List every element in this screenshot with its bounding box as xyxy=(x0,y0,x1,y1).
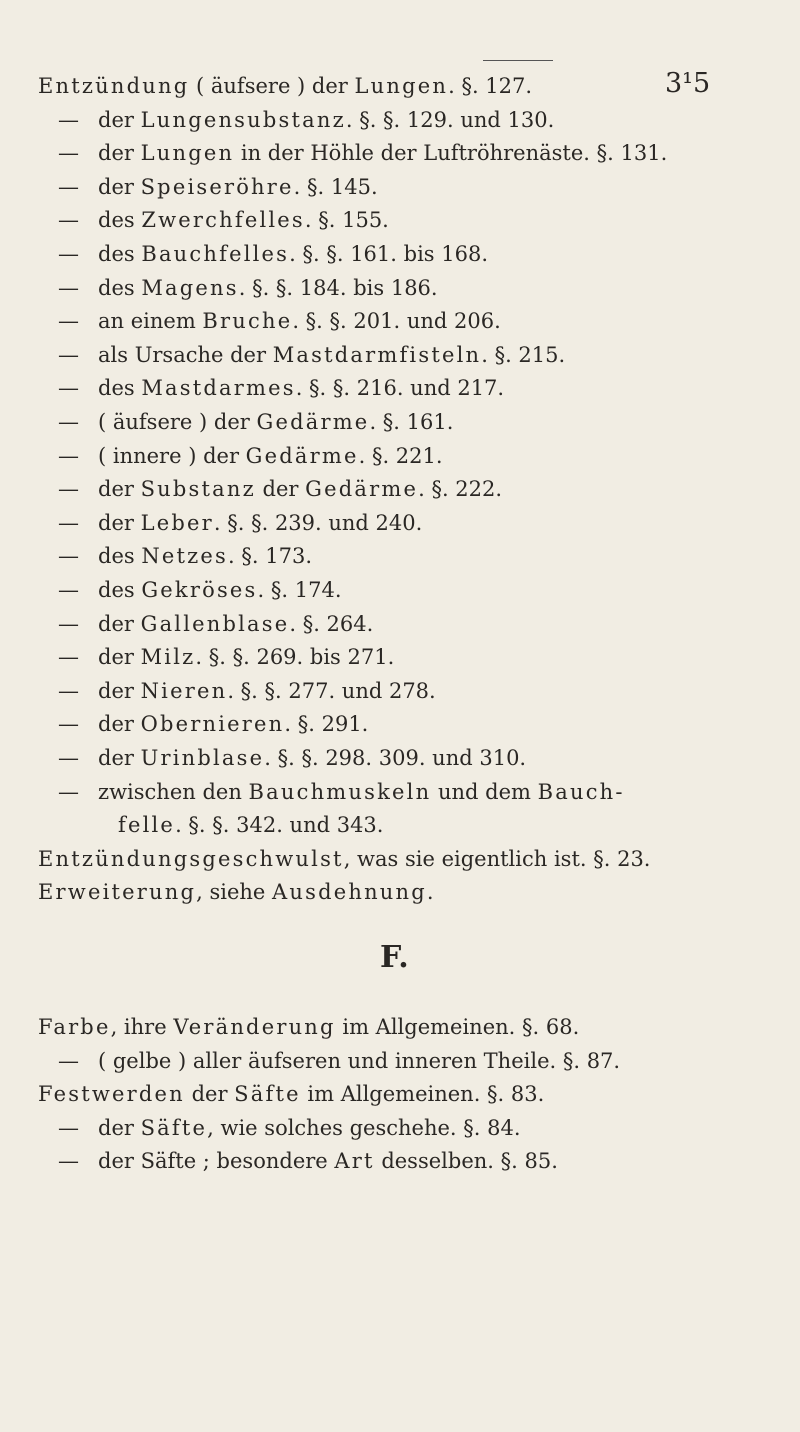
page-number: 3¹5 xyxy=(665,68,711,99)
spaced-term: Säfte xyxy=(140,1115,208,1140)
entry-dash: — xyxy=(58,242,79,266)
entry-text: der xyxy=(98,712,141,737)
entry-dash: — xyxy=(58,174,79,199)
entry-text: . §. 221. xyxy=(358,443,443,468)
entry-text: der xyxy=(98,746,141,770)
entry-text: ( äufsere ) der xyxy=(189,74,355,98)
spaced-term: Gallenblase xyxy=(140,611,290,636)
entry-text: desselben. §. 85. xyxy=(374,1149,558,1173)
entry-text: . §. §. 216. und 217. xyxy=(295,376,505,401)
index-subentry xyxy=(58,206,389,234)
entry-text: des xyxy=(98,275,142,300)
spaced-term: Lungen xyxy=(354,74,449,98)
entry-text: . §. §. 239. und 240. xyxy=(213,510,423,535)
entry-dash: — xyxy=(58,510,79,535)
index-subentry xyxy=(58,106,554,134)
spaced-term: Milz xyxy=(140,645,196,670)
section-letter: F. xyxy=(380,940,409,975)
spaced-term: Speiseröhre xyxy=(140,174,294,199)
index-subentry xyxy=(58,442,443,470)
index-subentry xyxy=(58,307,501,335)
entry-dash: — xyxy=(58,107,79,132)
entry-dash: — xyxy=(58,678,79,703)
entry-dash: — xyxy=(58,275,79,300)
index-subentry xyxy=(58,778,625,806)
entry-text: , siehe xyxy=(196,880,272,905)
entry-dash: — xyxy=(58,477,79,502)
spaced-term: Mastdarmes xyxy=(141,376,296,401)
spaced-term: Veränderung xyxy=(173,1015,336,1039)
spaced-term: Lungensubstanz xyxy=(140,107,346,132)
spaced-term: Substanz xyxy=(140,477,256,502)
entry-text: . §. §. 201. und 206. xyxy=(292,309,501,334)
entry-text: zwischen den xyxy=(98,779,249,804)
entry-text: . §. §. 129. und 130. xyxy=(345,107,555,132)
entry-dash: — xyxy=(58,611,79,636)
entry-dash: — xyxy=(58,208,79,233)
entry-text: des xyxy=(98,208,142,233)
index-subentry xyxy=(58,610,373,638)
entry-text: der xyxy=(98,174,141,199)
entry-text: des xyxy=(98,242,142,266)
entry-dash: — xyxy=(58,376,79,401)
spaced-term: Entzündung xyxy=(38,74,190,98)
entry-text: , wie solches geschehe. §. 84. xyxy=(207,1115,521,1140)
index-subentry xyxy=(58,274,438,302)
index-subentry xyxy=(58,542,312,570)
entry-text: der xyxy=(98,510,141,535)
entry-text: an einem xyxy=(98,309,203,334)
entry-dash: — xyxy=(58,645,79,670)
entry-text: . §. §. 269. bis 271. xyxy=(195,645,395,670)
entry-text: . §. 145. xyxy=(293,174,378,199)
entry-text: . §. 161. xyxy=(369,410,454,434)
entry-text: . §. §. 161. bis 168. xyxy=(289,242,488,266)
spaced-term: Leber xyxy=(140,510,214,535)
index-subentry xyxy=(58,173,378,201)
index-subentry xyxy=(58,408,453,436)
entry-text: . §. §. 277. und 278. xyxy=(227,678,436,703)
spaced-term: Bauchfelles xyxy=(141,242,290,266)
entry-text: des xyxy=(98,376,142,401)
entry-text: ( äufsere ) der xyxy=(98,410,257,434)
entry-dash: — xyxy=(58,779,79,804)
entry-text: der xyxy=(98,678,141,703)
entry-text: der xyxy=(98,611,141,636)
entry-text: im Allgemeinen. §. 68. xyxy=(335,1015,580,1039)
entry-text: . §. 155. xyxy=(304,208,389,233)
spaced-term: Farbe xyxy=(38,1015,111,1039)
spaced-term: felle xyxy=(118,813,176,838)
entry-text: , was sie eigentlich ist. §. 23. xyxy=(343,846,651,871)
entry-dash: — xyxy=(58,1149,79,1173)
entry-dash: — xyxy=(58,712,79,737)
spaced-term: Netzes xyxy=(141,544,229,569)
index-entry xyxy=(38,1013,579,1041)
spaced-term: Festwerden xyxy=(38,1082,185,1106)
entry-text: . §. 291. xyxy=(284,712,369,737)
spaced-term: Gedärme xyxy=(256,410,370,434)
entry-dash: — xyxy=(58,544,79,569)
spaced-term: Ausdehnung xyxy=(272,880,427,905)
spaced-term: Magens xyxy=(141,275,239,300)
index-subentry xyxy=(58,139,667,167)
spaced-term: Erweiterung xyxy=(38,880,197,905)
entry-text: der xyxy=(98,477,141,502)
spaced-term: Zwerchfelles xyxy=(141,208,305,233)
entry-dash: — xyxy=(58,1048,79,1073)
index-subentry xyxy=(118,811,383,839)
entry-text: . §. 174. xyxy=(257,578,342,602)
index-subentry xyxy=(58,643,394,671)
entry-text: . §. §. 298. 309. und 310. xyxy=(264,746,527,770)
spaced-term: Bauch- xyxy=(537,779,625,804)
entry-text: der Säfte ; besondere xyxy=(98,1149,335,1173)
index-subentry xyxy=(58,1114,521,1142)
index-subentry xyxy=(58,744,526,772)
index-subentry xyxy=(58,341,565,369)
index-subentry xyxy=(58,1047,620,1075)
spaced-term: Gekröses xyxy=(141,578,258,602)
entry-text: der xyxy=(255,477,306,502)
index-subentry xyxy=(58,1147,558,1175)
entry-dash: — xyxy=(58,410,79,434)
entry-text: , ihre xyxy=(110,1015,174,1039)
index-subentry xyxy=(58,509,422,537)
spaced-term: Lungen xyxy=(140,141,235,166)
spaced-term: Bruche xyxy=(202,309,293,334)
entry-text: . §. 264. xyxy=(289,611,374,636)
entry-dash: — xyxy=(58,1115,79,1140)
index-entry xyxy=(38,72,532,100)
entry-text: ( gelbe ) aller äufseren und inneren Theile. §. 87. xyxy=(98,1048,621,1073)
index-subentry xyxy=(58,240,488,268)
entry-text: des xyxy=(98,578,142,602)
entry-text: der xyxy=(98,645,141,670)
index-subentry xyxy=(58,475,502,503)
entry-dash: — xyxy=(58,746,79,770)
entry-text: und dem xyxy=(431,779,538,804)
spaced-term: Art xyxy=(334,1149,375,1173)
index-subentry xyxy=(58,576,342,604)
spaced-term: Gedärme xyxy=(245,443,359,468)
entry-text: der xyxy=(98,107,141,132)
index-subentry xyxy=(58,677,436,705)
spaced-term: Entzündungsgeschwulst xyxy=(38,846,344,871)
entry-text: ( innere ) der xyxy=(98,443,246,468)
entry-text: der xyxy=(98,141,141,166)
spaced-term: Bauchmuskeln xyxy=(248,779,432,804)
index-entry xyxy=(38,845,650,873)
spaced-term: Säfte xyxy=(234,1082,301,1106)
spaced-term: Urinblase xyxy=(140,746,265,770)
entry-dash: — xyxy=(58,342,79,367)
index-subentry xyxy=(58,710,368,738)
entry-text: . §. §. 342. und 343. xyxy=(175,813,384,838)
header-rule xyxy=(483,60,553,61)
entry-text: . §. 127. xyxy=(448,74,533,98)
index-entry xyxy=(38,878,434,906)
index-subentry xyxy=(58,374,504,402)
entry-text: . §. 173. xyxy=(228,544,313,569)
entry-text: . xyxy=(426,880,434,905)
entry-dash: — xyxy=(58,443,79,468)
entry-text: des xyxy=(98,544,142,569)
spaced-term: Mastdarmfisteln xyxy=(272,342,482,367)
spaced-term: Nieren xyxy=(140,678,228,703)
entry-text: . §. 215. xyxy=(481,342,566,367)
entry-dash: — xyxy=(58,141,79,166)
entry-text: . §. 222. xyxy=(418,477,503,502)
entry-text: in der Höhle der Luftröhrenäste. §. 131. xyxy=(234,141,668,166)
entry-text: im Allgemeinen. §. 83. xyxy=(300,1082,545,1106)
entry-text: der xyxy=(98,1115,141,1140)
spaced-term: Obernieren xyxy=(140,712,285,737)
entry-dash: — xyxy=(58,578,79,602)
spaced-term: Gedärme xyxy=(305,477,419,502)
entry-text: . §. §. 184. bis 186. xyxy=(238,275,438,300)
entry-text: als Ursache der xyxy=(98,342,273,367)
entry-dash: — xyxy=(58,309,79,334)
index-entry xyxy=(38,1080,544,1108)
entry-text: der xyxy=(184,1082,235,1106)
